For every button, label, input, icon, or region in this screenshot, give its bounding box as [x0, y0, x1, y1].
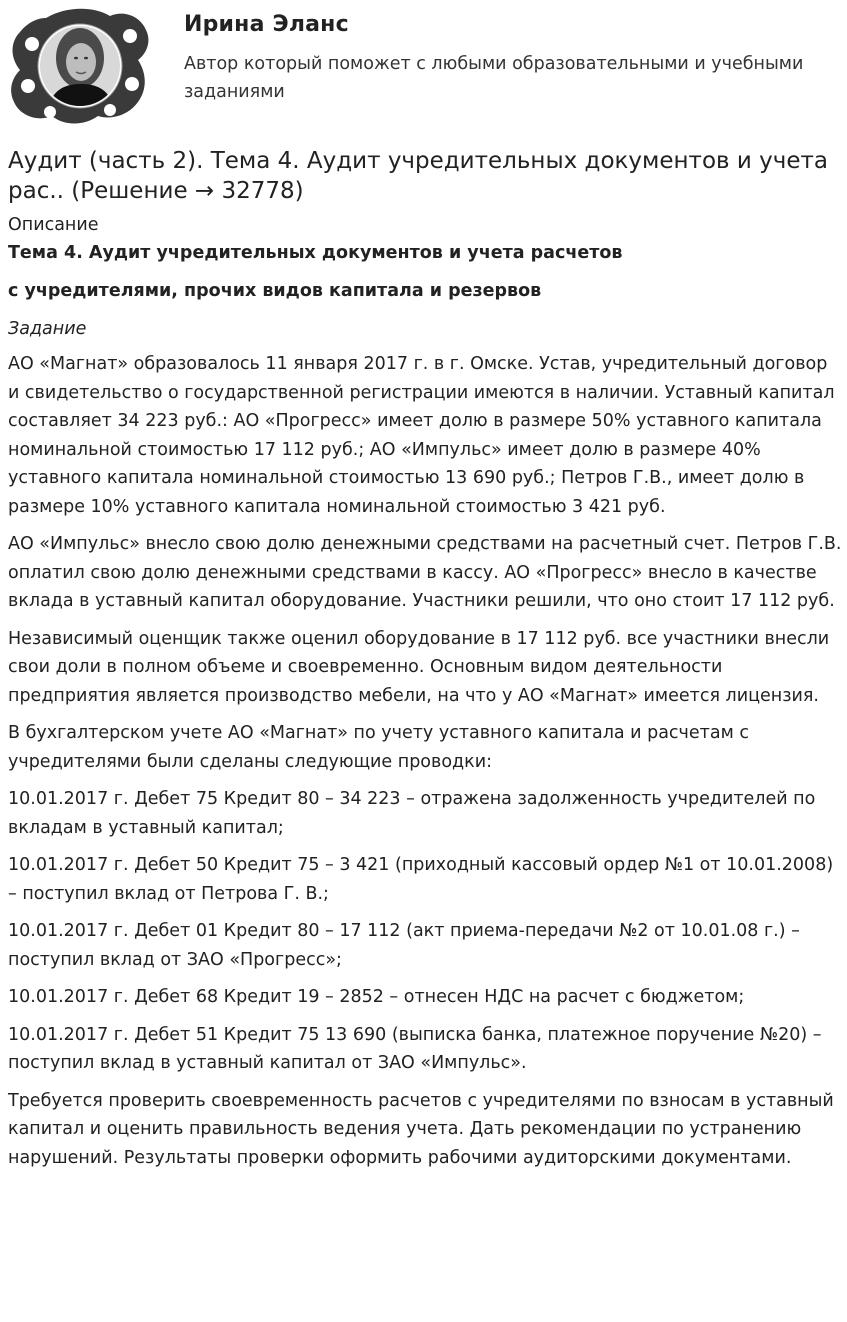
document-content [8, 146, 842, 1181]
task-label: Задание [8, 319, 87, 339]
author-name: Ирина Эланс [184, 12, 349, 37]
entry-2: 10.01.2017 г. Дебет 50 Кредит 75 – 3 421 (приходный кассовый ордер №1 от 10.01.2008) – поступил вклад от Петрова Г. В.; [8, 855, 834, 904]
topic-heading-line-1: Тема 4. Аудит учредительных документов и учета расчетов [8, 243, 623, 263]
entry-4: 10.01.2017 г. Дебет 68 Кредит 19 – 2852 – отнесен НДС на расчет с бюджетом; [8, 987, 745, 1007]
author-description: Автор который поможет с любыми образовательными и учебными заданиями [184, 54, 804, 102]
topic-heading-line-2: с учредителями, прочих видов капитала и резервов [8, 281, 542, 301]
entry-3: 10.01.2017 г. Дебет 01 Кредит 80 – 17 112 (акт приема-передачи №2 от 10.01.08 г.) – поступил вклад от ЗАО «Прогресс»; [8, 921, 800, 970]
paragraph-contributions: АО «Импульс» внесло свою долю денежными средствами на расчетный счет. Петров Г.В. оплатил свою долю денежными средствами в кассу. АО «Прогресс» внесло в качестве вклада в уставный капитал оборудование. Участники решили, что оно стоит 17 112 руб. [8, 534, 842, 611]
paragraph-company-info: АО «Магнат» образовалось 11 января 2017 г. в г. Омске. Устав, учредительный договор и свидетельство о государственной регистрации имеются в наличии. Уставный капитал составляет 34 223 руб.: АО «Прогресс» имеет долю в размере 50% уставного капитала номинальной стоимостью 17 112 руб.; АО «Импульс» имеет долю в размере 40% уставного капитала номинальной стоимостью 13 690 руб.; Петров Г.В., имеет долю в размере 10% уставного капитала номинальной стоимостью 3 421 руб. [8, 354, 835, 517]
author-header [0, 0, 847, 130]
description-label: Описание [8, 215, 99, 235]
author-avatar [6, 6, 152, 126]
paragraph-valuation: Независимый оценщик также оценил оборудование в 17 112 руб. все участники внесли свои доли в полном объеме и своевременно. Основным видом деятельности предприятия является производство мебели, на что у АО «Магнат» имеется лицензия. [8, 628, 830, 706]
page-title: Аудит (часть 2). Тема 4. Аудит учредительных документов и учета рас.. (Решение → 32778) [8, 148, 828, 204]
entry-5: 10.01.2017 г. Дебет 51 Кредит 75 13 690 (выписка банка, платежное поручение №20) – поступил вклад в уставный капитал от ЗАО «Импульс». [8, 1024, 822, 1073]
entry-1: 10.01.2017 г. Дебет 75 Кредит 80 – 34 223 – отражена задолженность учредителей по вкладам в уставный капитал; [8, 789, 816, 838]
paragraph-entries-intro: В бухгалтерском учете АО «Магнат» по учету уставного капитала и расчетам с учредителями были сделаны следующие проводки: [8, 723, 749, 772]
paragraph-requirements: Требуется проверить своевременность расчетов с учредителями по взносам в уставный капитал и оценить правильность ведения учета. Дать рекомендации по устранению нарушений. Результаты проверки оформить рабочими аудиторскими документами. [8, 1090, 834, 1168]
